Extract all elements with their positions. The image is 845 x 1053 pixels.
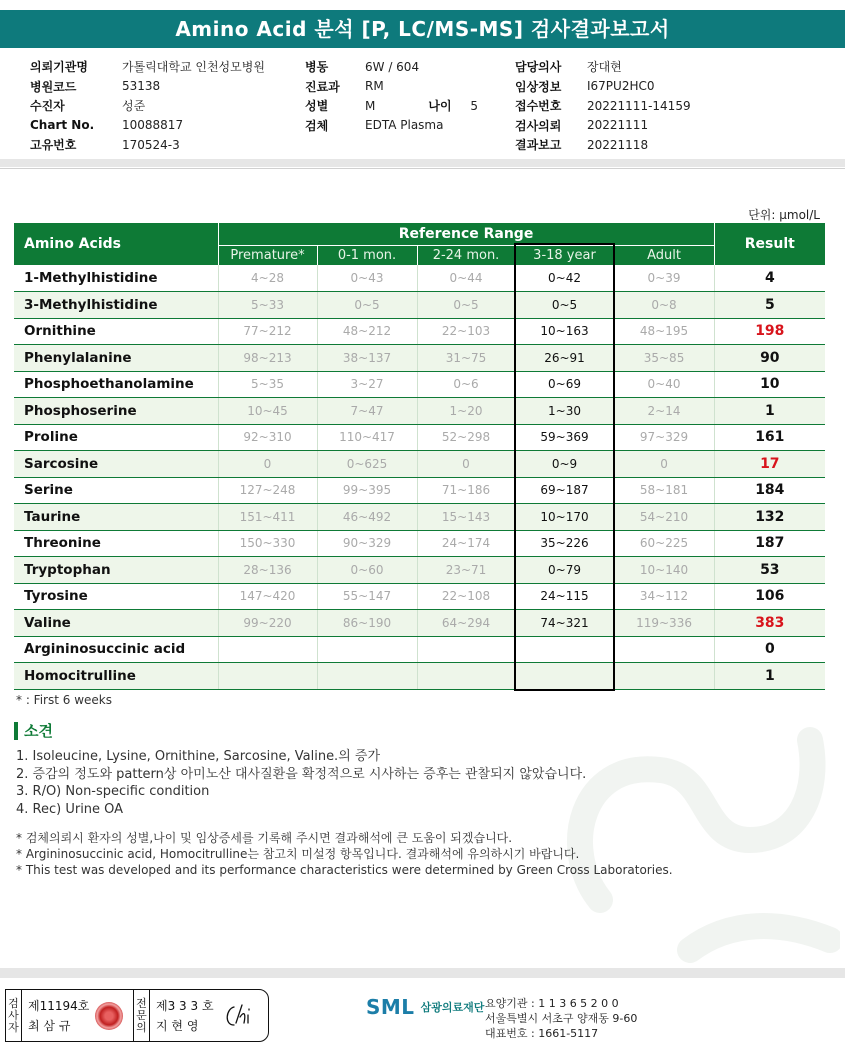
reference-range-cell: 0~60 [317,557,417,584]
table-body [14,265,825,689]
amino-acid-name: Serine [14,477,218,504]
amino-acid-name: Threonine [14,530,218,557]
table-row [14,292,825,319]
reference-range-cell: 54~210 [614,504,714,531]
specialist-cell [134,990,268,1041]
findings-list [16,748,586,818]
value-unique-no: 170524-3 [122,137,180,152]
reference-range-cell: 34~112 [614,583,714,610]
table-row [14,371,825,398]
reference-range-cell [417,663,515,690]
reference-range-cell: 10~45 [218,398,317,425]
reference-range-cell: 0~8 [614,292,714,319]
amino-acid-name: Tyrosine [14,583,218,610]
reference-range-cell: 28~136 [218,557,317,584]
reference-range-cell: 35~85 [614,345,714,372]
result-value: 161 [714,424,825,451]
note-1: * 검체의뢰시 환자의 성별,나이 및 임상증세를 기록해 주시면 결과해석에 큰 도움이 되겠습니다. [16,831,513,845]
footnote: * : First 6 weeks [16,693,112,707]
amino-acid-name: Sarcosine [14,451,218,478]
label-department: 진료과 [305,79,340,94]
reference-range-cell [417,636,515,663]
result-value: 0 [714,636,825,663]
specialist-name: 지 현 영 [156,1018,199,1033]
amino-acid-name: 3-Methylhistidine [14,292,218,319]
label-doctor: 담당의사 [515,60,562,75]
label-patient: 수진자 [30,99,65,114]
header-3-18-year: 3-18 year [515,245,614,265]
value-request-date: 20221111 [587,118,649,133]
reference-range-cell: 0 [614,451,714,478]
amino-acid-name: Phosphoserine [14,398,218,425]
reference-range-cell: 55~147 [317,583,417,610]
result-value: 187 [714,530,825,557]
reference-range-cell: 24~115 [515,583,614,610]
specialist-info [150,990,214,1041]
reference-range-cell: 90~329 [317,530,417,557]
reference-range-cell: 69~187 [515,477,614,504]
header-divider-line [0,168,845,169]
label-clinical-info: 임상정보 [515,79,562,94]
reference-range-cell [515,663,614,690]
reference-range-cell: 64~294 [417,610,515,637]
section-bar [14,722,18,740]
amino-acid-name: Homocitrulline [14,663,218,690]
unit-label: 단위: μmol/L [748,208,820,222]
header-reference-range: Reference Range [218,223,714,245]
org-name: 삼광의료재단 [420,1001,485,1014]
result-value: 1 [714,398,825,425]
finding-4: 4. Rec) Urine OA [16,801,124,817]
reference-range-cell: 99~395 [317,477,417,504]
header-premature: Premature* [218,245,317,265]
reference-range-cell: 0~42 [515,265,614,292]
specialist-license: 제3 3 3 호 [156,998,214,1013]
reference-range-cell: 0 [417,451,515,478]
examiner-license: 제11194호 [28,998,90,1013]
result-value: 17 [714,451,825,478]
findings-heading [14,720,53,741]
signature-box [5,989,269,1042]
reference-range-cell: 0~9 [515,451,614,478]
note-3: * This test was developed and its performance characteristics were determined by Green Cross Laboratories. [16,863,673,877]
amino-acid-name: Tryptophan [14,557,218,584]
reference-range-cell: 48~212 [317,318,417,345]
value-clinical-info: I67PU2HC0 [587,79,655,94]
result-value: 132 [714,504,825,531]
value-ward: 6W / 604 [365,59,420,74]
header-divider-band [0,159,845,167]
table-row [14,504,825,531]
specialist-label-char: 전 [136,996,147,1010]
reference-range-cell: 24~174 [417,530,515,557]
reference-range-cell: 151~411 [218,504,317,531]
label-hospital-code: 병원코드 [30,79,77,94]
amino-acid-name: 1-Methylhistidine [14,265,218,292]
reference-range-cell: 22~103 [417,318,515,345]
reference-range-cell: 99~220 [218,610,317,637]
label-age: 나이 [428,99,452,114]
value-patient: 성준 [122,99,146,114]
table-row [14,636,825,663]
table-row [14,530,825,557]
reference-range-cell: 0~43 [317,265,417,292]
value-hospital-code: 53138 [122,79,161,94]
amino-acid-name: Ornithine [14,318,218,345]
reference-range-cell: 46~492 [317,504,417,531]
reference-range-cell: 10~170 [515,504,614,531]
finding-2: 2. 증감의 정도와 pattern상 아미노산 대사질환을 확정적으로 시사하는 증후는 관찰되지 않았습니다. [16,766,587,782]
table-row [14,610,825,637]
amino-acid-name: Phenylalanine [14,345,218,372]
amino-acid-name: Argininosuccinic acid [14,636,218,663]
value-department: RM [365,79,384,94]
label-receipt-no: 접수번호 [515,99,562,114]
specialist-label-char: 문 [136,1008,147,1022]
report-title: Amino Acid 분석 [P, LC/MS-MS] 검사결과보고서 [0,10,845,48]
result-value: 383 [714,610,825,637]
note-2: * Argininosuccinic acid, Homocitrulline는 참고치 미설정 항목입니다. 결과해석에 유의하시기 바랍니다. [16,847,580,861]
reference-range-cell: 38~137 [317,345,417,372]
result-value: 5 [714,292,825,319]
reference-range-cell: 0~5 [515,292,614,319]
reference-range-cell [317,663,417,690]
value-age: 5 [470,98,478,113]
value-doctor: 장대현 [587,60,622,75]
reference-range-cell [218,663,317,690]
table-row [14,663,825,690]
reference-range-cell: 10~163 [515,318,614,345]
result-value: 4 [714,265,825,292]
info-column-1 [30,57,265,155]
table-row [14,318,825,345]
reference-range-cell [614,636,714,663]
label-institution: 의뢰기관명 [30,60,88,75]
reference-range-cell: 92~310 [218,424,317,451]
table-row [14,345,825,372]
value-sex: M [365,98,376,113]
reference-range-cell: 22~108 [417,583,515,610]
reference-range-cell: 0~79 [515,557,614,584]
handwritten-signature-icon [222,1001,258,1031]
reference-range-cell: 0~5 [317,292,417,319]
reference-range-cell: 58~181 [614,477,714,504]
reference-range-cell: 35~226 [515,530,614,557]
reference-range-cell: 2~14 [614,398,714,425]
reference-range-cell: 0~40 [614,371,714,398]
amino-acid-name: Taurine [14,504,218,531]
reference-range-cell: 0~5 [417,292,515,319]
reference-range-cell [614,663,714,690]
org-address: 서울특별시 서초구 양재동 9-60 [485,1012,638,1025]
reference-range-cell: 1~20 [417,398,515,425]
notes-list [16,830,673,878]
value-receipt-no: 20221111-14159 [587,98,691,113]
label-chart-no: Chart No. [30,118,95,133]
examiner-label-char: 사 [8,1008,19,1022]
table-row [14,424,825,451]
header-amino-acids: Amino Acids [14,223,218,265]
reference-range-cell: 48~195 [614,318,714,345]
footer-divider-band [0,968,845,978]
result-value: 90 [714,345,825,372]
label-sex: 성별 [305,99,329,114]
amino-acid-table [14,223,825,690]
reference-range-cell: 110~417 [317,424,417,451]
reference-range-cell: 0~6 [417,371,515,398]
examiner-name: 최 삼 규 [28,1018,71,1033]
reference-range-cell: 52~298 [417,424,515,451]
table-row [14,398,825,425]
result-value: 184 [714,477,825,504]
header-result: Result [714,223,825,265]
reference-range-cell: 5~33 [218,292,317,319]
reference-range-cell: 71~186 [417,477,515,504]
reference-range-cell: 4~28 [218,265,317,292]
table-row [14,583,825,610]
result-value: 198 [714,318,825,345]
org-phone: 대표번호 : 1661-5117 [485,1027,599,1040]
result-value: 1 [714,663,825,690]
value-chart-no: 10088817 [122,118,184,133]
finding-1: 1. Isoleucine, Lysine, Ornithine, Sarcosine, Valine.의 증가 [16,749,381,764]
header-2-24-mon: 2-24 mon. [417,245,515,265]
result-value: 53 [714,557,825,584]
amino-acid-name: Phosphoethanolamine [14,371,218,398]
reference-range-cell: 98~213 [218,345,317,372]
reference-range-cell: 31~75 [417,345,515,372]
label-request-date: 검사의뢰 [515,118,562,133]
info-column-3 [515,57,691,155]
org-code: 요양기관 : 1 1 3 6 5 2 0 0 [485,997,619,1010]
examiner-info [22,990,89,1041]
result-value: 10 [714,371,825,398]
reference-range-cell [317,636,417,663]
table-row [14,451,825,478]
examiner-label [6,990,22,1041]
reference-range-cell: 15~143 [417,504,515,531]
reference-range-cell: 23~71 [417,557,515,584]
value-specimen: EDTA Plasma [365,118,444,133]
value-report-date: 20221118 [587,137,649,152]
reference-range-cell: 127~248 [218,477,317,504]
label-unique-no: 고유번호 [30,138,77,153]
reference-range-cell: 77~212 [218,318,317,345]
table-row [14,265,825,292]
sml-logo-mark: SML [366,995,415,1019]
header-adult: Adult [614,245,714,265]
reference-range-cell: 97~329 [614,424,714,451]
reference-range-cell: 86~190 [317,610,417,637]
reference-range-cell: 3~27 [317,371,417,398]
reference-range-cell: 74~321 [515,610,614,637]
amino-acid-name: Proline [14,424,218,451]
reference-range-cell: 0~69 [515,371,614,398]
reference-range-cell: 5~35 [218,371,317,398]
examiner-label-char: 자 [8,1020,19,1034]
reference-range-cell: 150~330 [218,530,317,557]
reference-range-cell [515,636,614,663]
examiner-label-char: 검 [8,996,19,1010]
org-details [485,996,637,1041]
table-row [14,557,825,584]
reference-range-cell [218,636,317,663]
reference-range-cell: 7~47 [317,398,417,425]
org-logo [366,995,484,1019]
reference-range-cell: 59~369 [515,424,614,451]
specialist-label-char: 의 [136,1020,147,1034]
amino-acid-name: Valine [14,610,218,637]
reference-range-cell: 0 [218,451,317,478]
reference-range-cell: 147~420 [218,583,317,610]
reference-range-cell: 60~225 [614,530,714,557]
reference-range-cell: 0~39 [614,265,714,292]
reference-range-cell: 0~44 [417,265,515,292]
table-row [14,477,825,504]
reference-range-cell: 1~30 [515,398,614,425]
seal-stamp-icon [95,1002,123,1030]
value-institution: 가톨릭대학교 인천성모병원 [122,60,265,75]
info-column-2 [305,57,478,135]
examiner-cell [6,990,134,1041]
label-report-date: 결과보고 [515,138,562,153]
specialist-label [134,990,150,1041]
result-value: 106 [714,583,825,610]
header-0-1-mon: 0-1 mon. [317,245,417,265]
finding-3: 3. R/O) Non-specific condition [16,784,210,799]
reference-range-cell: 119~336 [614,610,714,637]
findings-title: 소견 [24,722,53,740]
reference-range-cell: 0~625 [317,451,417,478]
label-specimen: 검체 [305,118,329,133]
label-ward: 병동 [305,60,329,75]
reference-range-cell: 10~140 [614,557,714,584]
reference-range-cell: 26~91 [515,345,614,372]
